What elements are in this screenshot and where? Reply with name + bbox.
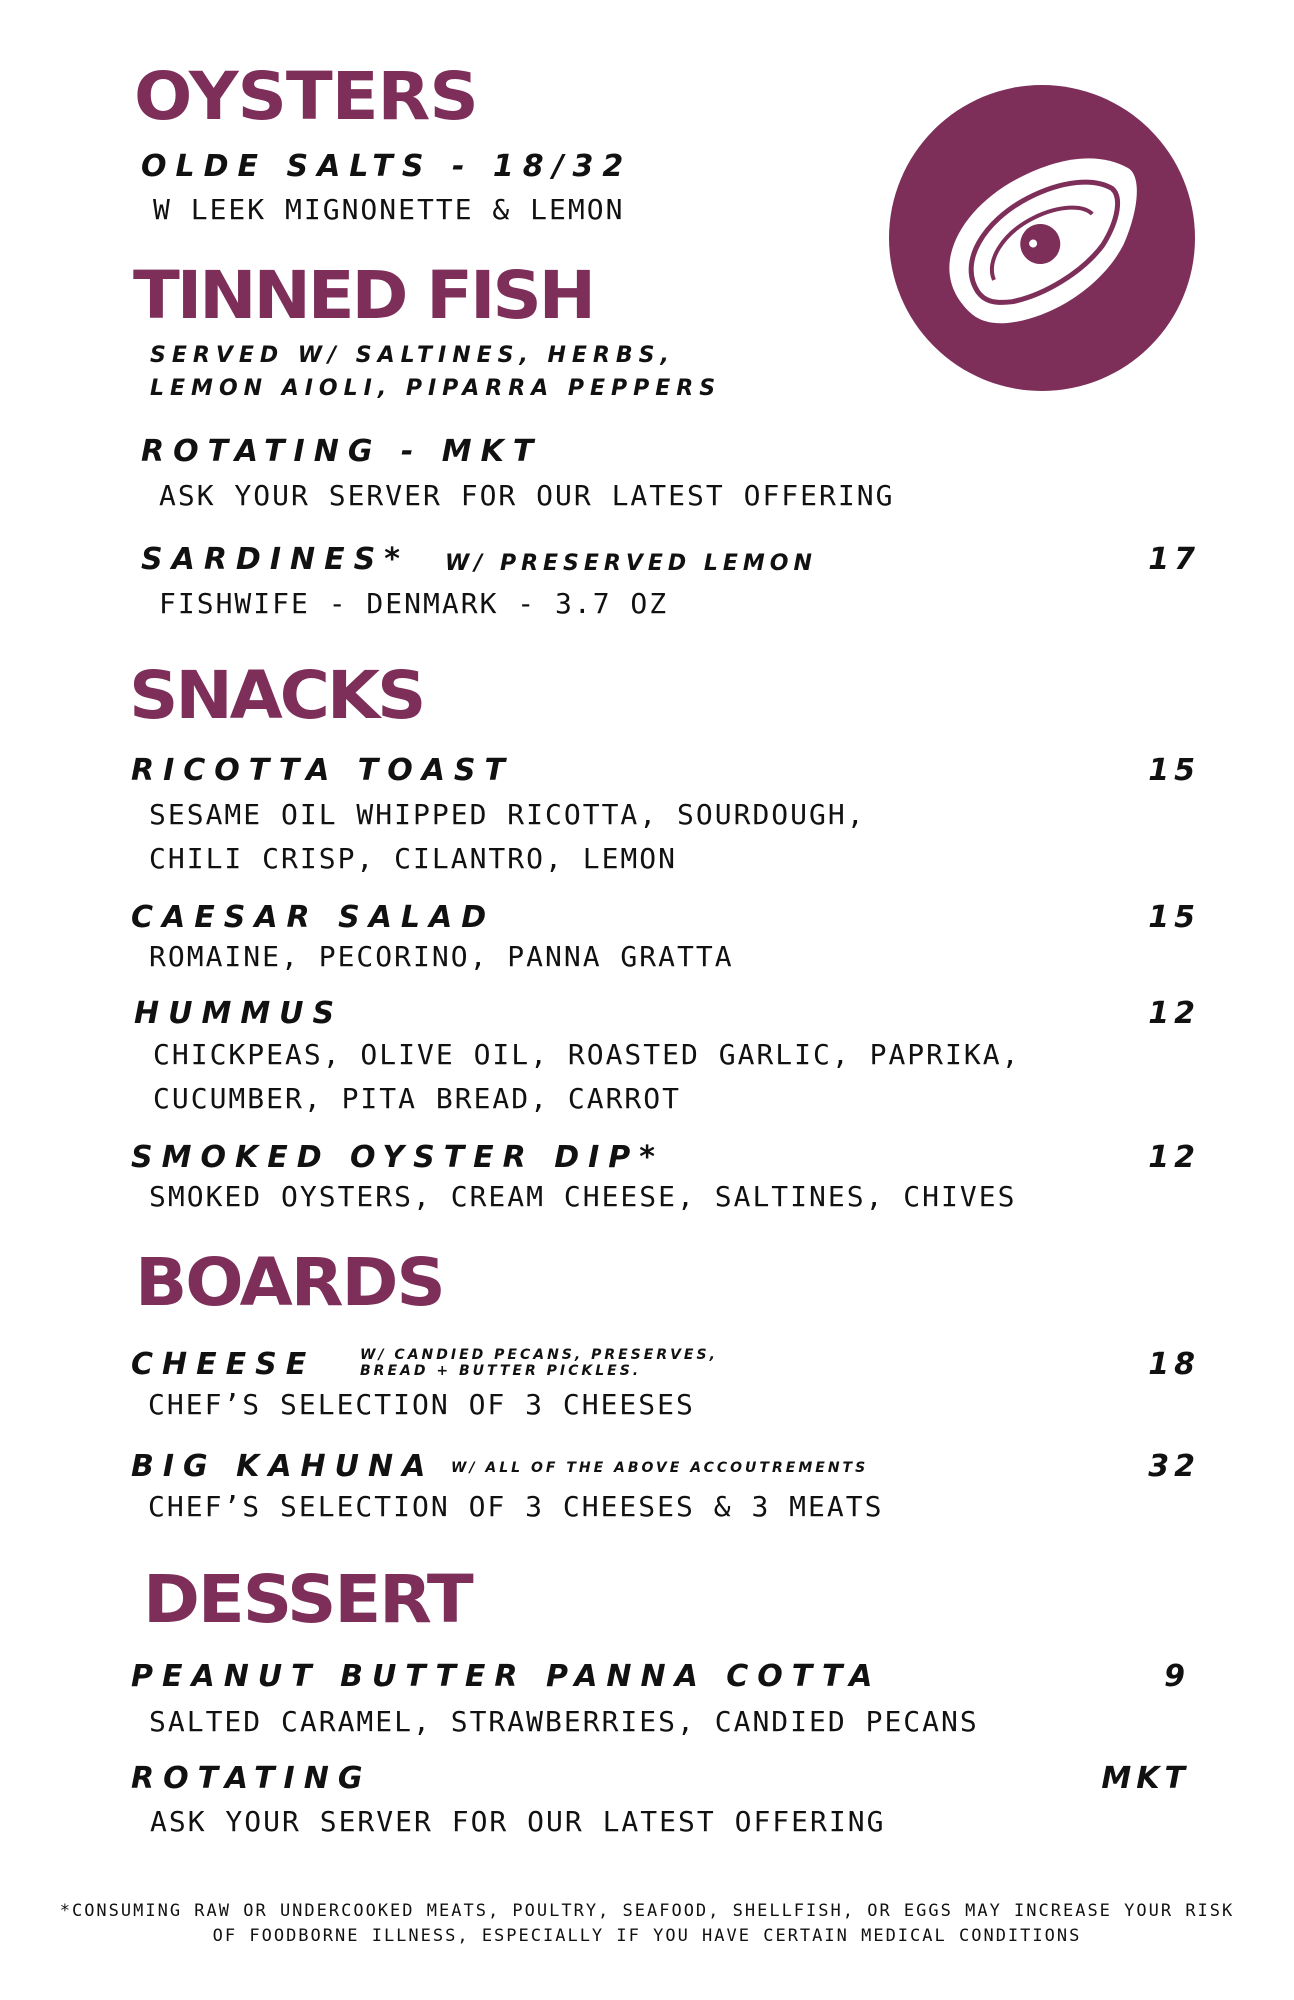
section-title-boards: BOARDS	[135, 1244, 444, 1321]
section-title-tinned-fish: TINNED FISH	[133, 257, 594, 334]
item-desc-rotating-tinned: ASK YOUR SERVER FOR OUR LATEST OFFERING	[159, 479, 895, 512]
item-price-hummus: 12	[1148, 996, 1200, 1031]
item-price-panna-cotta: 9	[1164, 1659, 1190, 1694]
item-price-big-kahuna: 32	[1148, 1449, 1200, 1484]
footer-disclaimer-line-1: *CONSUMING RAW OR UNDERCOOKED MEATS, POULTRY, SEAFOOD, SHELLFISH, OR EGGS MAY INCREASE YOUR RISK	[59, 1901, 1235, 1921]
item-name-panna-cotta: PEANUT BUTTER PANNA COTTA	[131, 1659, 882, 1694]
section-title-dessert: DESSERT	[143, 1561, 472, 1638]
tinned-note-line-2: LEMON AIOLI, PIPARRA PEPPERS	[150, 376, 722, 401]
item-desc-big-kahuna: CHEF’S SELECTION OF 3 CHEESES & 3 MEATS	[148, 1490, 884, 1523]
item-name-ricotta-toast: RICOTTA TOAST	[131, 753, 514, 788]
item-desc-rotating-dessert: ASK YOUR SERVER FOR OUR LATEST OFFERING	[150, 1805, 886, 1838]
item-price-caesar-salad: 15	[1148, 900, 1200, 935]
item-desc-ricotta-toast-1: SESAME OIL WHIPPED RICOTTA, SOURDOUGH,	[149, 798, 866, 831]
oyster-icon	[889, 85, 1195, 391]
item-price-sardines: 17	[1148, 542, 1200, 577]
tinned-note-line-1: SERVED W/ SALTINES, HERBS,	[150, 343, 675, 368]
item-name-caesar-salad: CAESAR SALAD	[131, 900, 496, 935]
item-desc-cheese: CHEF’S SELECTION OF 3 CHEESES	[148, 1388, 695, 1421]
item-name-cheese: CHEESE	[131, 1347, 316, 1382]
section-title-snacks: SNACKS	[129, 657, 424, 734]
item-price-ricotta-toast: 15	[1148, 753, 1200, 788]
item-desc-hummus-2: CUCUMBER, PITA BREAD, CARROT	[153, 1082, 682, 1115]
item-name-rotating-tinned: ROTATING - MKT	[141, 434, 543, 469]
item-price-rotating-dessert: MKT	[1101, 1761, 1190, 1796]
item-desc-sardines: FISHWIFE - DENMARK - 3.7 OZ	[159, 587, 669, 620]
item-name-olde-salts: OLDE SALTS - 18/32	[141, 149, 633, 184]
oyster-logo	[889, 85, 1195, 391]
item-note-big-kahuna: W/ ALL OF THE ABOVE ACCOUTREMENTS	[451, 1460, 869, 1476]
item-note-sardines: W/ PRESERVED LEMON	[445, 551, 817, 576]
item-name-smoked-oyster-dip: SMOKED OYSTER DIP*	[131, 1140, 664, 1175]
item-price-cheese: 18	[1148, 1347, 1200, 1382]
item-note-cheese-1: W/ CANDIED PECANS, PRESERVES,	[360, 1347, 718, 1363]
item-desc-panna-cotta: SALTED CARAMEL, STRAWBERRIES, CANDIED PECANS	[149, 1705, 979, 1738]
item-desc-ricotta-toast-2: CHILI CRISP, CILANTRO, LEMON	[149, 842, 678, 875]
item-name-sardines: SARDINES*	[141, 542, 409, 577]
item-desc-caesar-salad: ROMAINE, PECORINO, PANNA GRATTA	[149, 940, 734, 973]
footer-disclaimer-line-2: OF FOODBORNE ILLNESS, ESPECIALLY IF YOU HAVE CERTAIN MEDICAL CONDITIONS	[212, 1926, 1082, 1946]
item-desc-olde-salts: W LEEK MIGNONETTE & LEMON	[153, 193, 625, 226]
item-desc-hummus-1: CHICKPEAS, OLIVE OIL, ROASTED GARLIC, PAPRIKA,	[153, 1038, 1021, 1071]
item-name-hummus: HUMMUS	[134, 996, 344, 1031]
item-name-rotating-dessert: ROTATING	[131, 1761, 372, 1796]
item-price-smoked-oyster-dip: 12	[1148, 1140, 1200, 1175]
item-note-cheese-2: BREAD + BUTTER PICKLES.	[360, 1363, 642, 1379]
item-desc-smoked-oyster-dip: SMOKED OYSTERS, CREAM CHEESE, SALTINES, CHIVES	[149, 1180, 1017, 1213]
section-title-oysters: OYSTERS	[134, 58, 478, 135]
item-name-big-kahuna: BIG KAHUNA	[131, 1449, 435, 1484]
